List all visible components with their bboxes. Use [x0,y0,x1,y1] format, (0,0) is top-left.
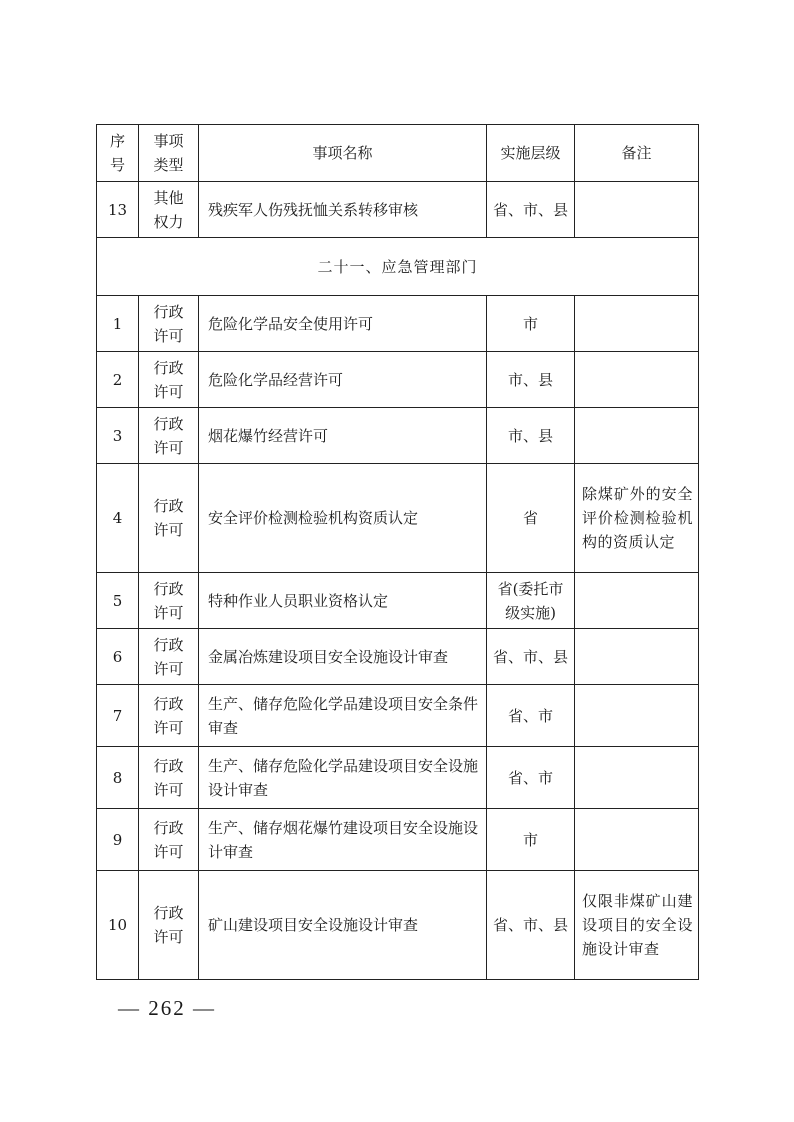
header-note: 备注 [575,125,699,182]
cell-note [575,629,699,685]
cell-level: 省 [487,464,575,573]
cell-type: 其他权力 [139,182,199,238]
cell-type: 行政许可 [139,629,199,685]
cell-note [575,296,699,352]
cell-name: 矿山建设项目安全设施设计审查 [199,871,487,980]
table-row [97,296,699,352]
cell-no: 3 [97,408,139,464]
cell-level: 省(委托市级实施) [487,573,575,629]
cell-type: 行政许可 [139,352,199,408]
table-row [97,464,699,573]
header-row [97,125,699,182]
table-row [97,871,699,980]
cell-level: 市、县 [487,408,575,464]
cell-level: 省、市、县 [487,182,575,238]
cell-level: 省、市 [487,747,575,809]
cell-type: 行政许可 [139,809,199,871]
table-row [97,747,699,809]
cell-level: 市、县 [487,352,575,408]
cell-note [575,685,699,747]
cell-level: 市 [487,809,575,871]
cell-no: 7 [97,685,139,747]
cell-type: 行政许可 [139,685,199,747]
section-row [97,238,699,296]
cell-type: 行政许可 [139,464,199,573]
cell-name: 生产、储存危险化学品建设项目安全设施设计审查 [199,747,487,809]
cell-no: 6 [97,629,139,685]
cell-type: 行政许可 [139,747,199,809]
cell-no: 9 [97,809,139,871]
cell-type: 行政许可 [139,871,199,980]
cell-note [575,408,699,464]
cell-no: 8 [97,747,139,809]
cell-level: 省、市、县 [487,629,575,685]
header-type: 事项类型 [139,125,199,182]
table-row [97,182,699,238]
cell-no: 13 [97,182,139,238]
cell-no: 10 [97,871,139,980]
cell-no: 5 [97,573,139,629]
cell-name: 金属冶炼建设项目安全设施设计审查 [199,629,487,685]
cell-level: 省、市、县 [487,871,575,980]
table-row [97,685,699,747]
header-name: 事项名称 [199,125,487,182]
section-title: 二十一、应急管理部门 [97,238,699,296]
cell-name: 烟花爆竹经营许可 [199,408,487,464]
cell-note: 仅限非煤矿山建设项目的安全设施设计审查 [575,871,699,980]
cell-name: 生产、储存危险化学品建设项目安全条件审查 [199,685,487,747]
cell-name: 危险化学品经营许可 [199,352,487,408]
items-table [96,124,699,980]
cell-no: 2 [97,352,139,408]
cell-note [575,352,699,408]
cell-type: 行政许可 [139,573,199,629]
cell-no: 1 [97,296,139,352]
cell-note [575,809,699,871]
page-number: — 262 — [118,996,216,1020]
cell-name: 危险化学品安全使用许可 [199,296,487,352]
table-row [97,629,699,685]
cell-note: 除煤矿外的安全评价检测检验机构的资质认定 [575,464,699,573]
cell-level: 市 [487,296,575,352]
table-row [97,352,699,408]
cell-no: 4 [97,464,139,573]
cell-type: 行政许可 [139,408,199,464]
cell-level: 省、市 [487,685,575,747]
header-level: 实施层级 [487,125,575,182]
table-row [97,573,699,629]
cell-note [575,182,699,238]
table-row [97,408,699,464]
cell-name: 安全评价检测检验机构资质认定 [199,464,487,573]
cell-note [575,573,699,629]
cell-name: 残疾军人伤残抚恤关系转移审核 [199,182,487,238]
cell-name: 特种作业人员职业资格认定 [199,573,487,629]
cell-note [575,747,699,809]
cell-type: 行政许可 [139,296,199,352]
cell-name: 生产、储存烟花爆竹建设项目安全设施设计审查 [199,809,487,871]
table-row [97,809,699,871]
header-no: 序号 [97,125,139,182]
